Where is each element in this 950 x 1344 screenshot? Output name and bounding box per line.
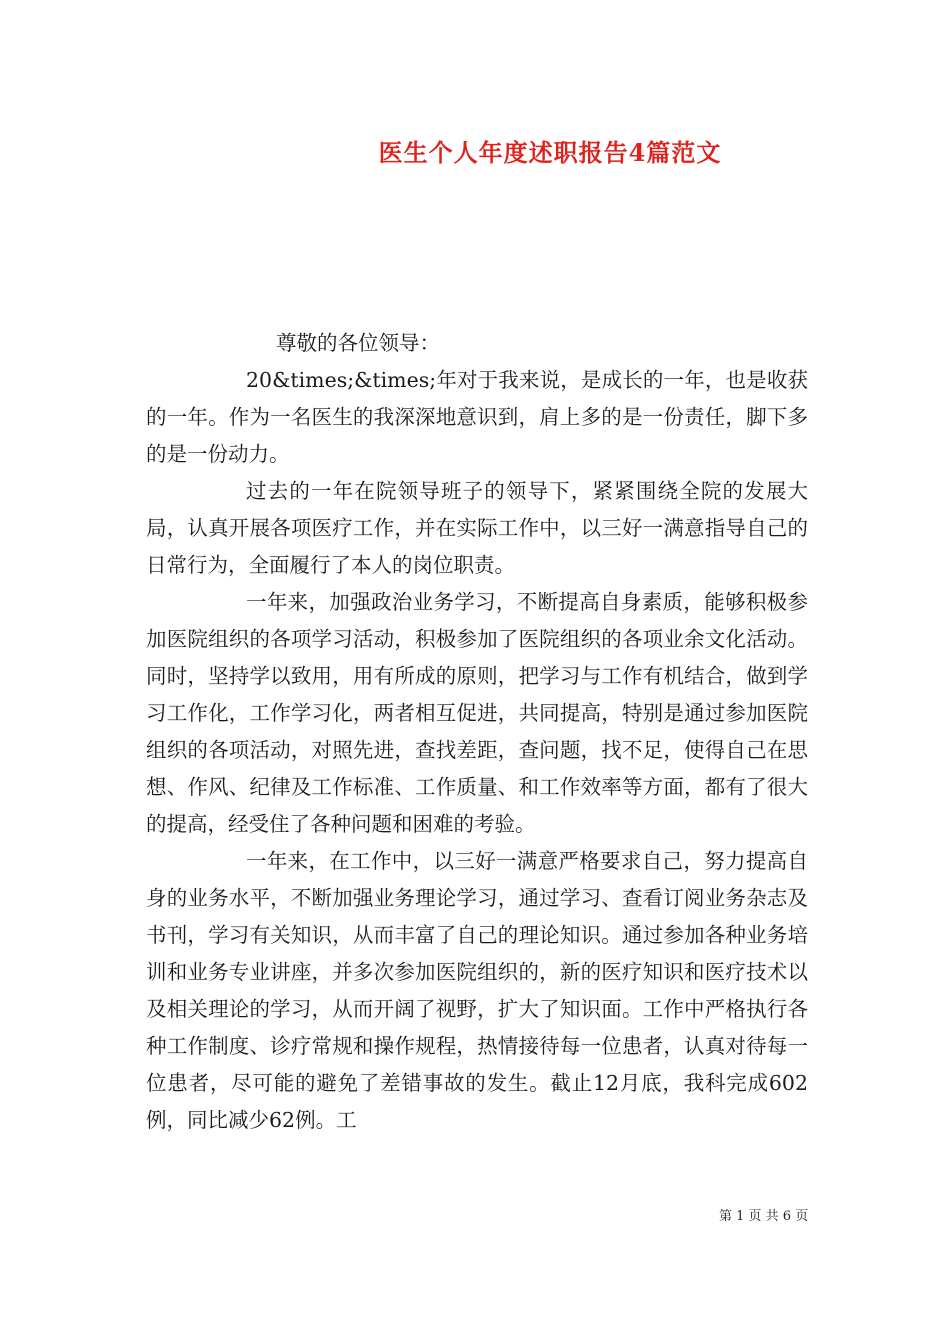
paragraph-4: 一年来，在工作中，以三好一满意严格要求自己，努力提高自身的业务水平，不断加强业务理论学习，通过学习、查看订阅业务杂志及书刊，学习有关知识，从而丰富了自己的理论知识。通过参加各种业务培训和业务专业讲座，并多次参加医院组织的，新的医疗知识和医疗技术以及相关理论的学习，从而开阔了视野，扩大了知识面。工作中严格执行各种工作制度、诊疗常规和操作规程，热情接待每一位患者，认真对待每一位患者，尽可能的避免了差错事故的发生。截止12月底，我科完成602例，同比减少62例。工 xyxy=(146,849,808,1132)
paragraph-3: 一年来，加强政治业务学习，不断提高自身素质，能够积极参加医院组织的各项学习活动，积极参加了医院组织的各项业余文化活动。同时，坚持学以致用，用有所成的原则，把学习与工作有机结合，做到学习工作化，工作学习化，两者相互促进，共同提高，特别是通过参加医院组织的各项活动，对照先进，查找差距，查问题，找不足，使得自己在思想、作风、纪律及工作标准、工作质量、和工作效率等方面，都有了很大的提高，经受住了各种问题和困难的考验。 xyxy=(146,590,808,836)
salutation: 尊敬的各位领导： xyxy=(276,331,440,355)
paragraph-1: 20&times;&times;年对于我来说，是成长的一年，也是收获的一年。作为一名医生的我深深地意识到，肩上多的是一份责任，脚下多的是一份动力。 xyxy=(146,368,808,466)
paragraph-2: 过去的一年在院领导班子的领导下，紧紧围绕全院的发展大局，认真开展各项医疗工作，并在实际工作中，以三好一满意指导自己的日常行为，全面履行了本人的岗位职责。 xyxy=(146,479,808,577)
document-body xyxy=(146,325,808,1139)
page-number: 第 1 页 共 6 页 xyxy=(719,1209,809,1224)
document-title: 医生个人年度述职报告4篇范文 xyxy=(378,138,722,167)
